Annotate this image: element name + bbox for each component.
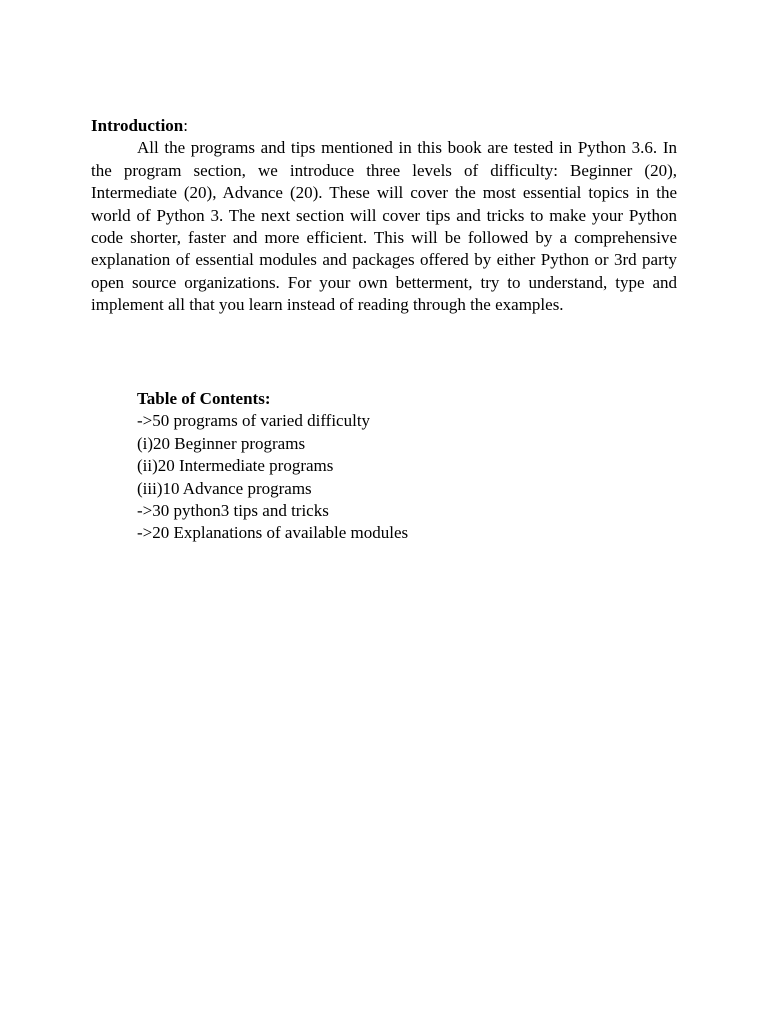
introduction-section xyxy=(91,115,677,317)
toc-item-modules: ->20 Explanations of available modules xyxy=(137,523,409,543)
toc-item-programs: ->50 programs of varied difficulty xyxy=(137,411,371,431)
toc-item-advance: (iii)10 Advance programs xyxy=(137,478,312,498)
introduction-heading-colon: : xyxy=(183,116,188,135)
table-of-contents-heading: Table of Contents: xyxy=(137,389,271,408)
table-of-contents xyxy=(137,388,408,545)
table-of-contents-list xyxy=(137,410,408,544)
toc-item-beginner: (i)20 Beginner programs xyxy=(137,433,306,453)
introduction-heading-line xyxy=(91,115,677,137)
introduction-heading: Introduction xyxy=(91,116,184,135)
toc-item-intermediate: (ii)20 Intermediate programs xyxy=(137,456,334,476)
introduction-paragraph: All the programs and tips mentioned in this book are tested in Python 3.6. In the program section, we introduce three levels of difficulty: Beginner (20), Intermediate (20), Advance (20). These will cover the most essential topics in the world of Python 3. The next section will cover tips and tricks to make your Python code shorter, faster and more efficient. This will be followed by a comprehensive explanation of essential modules and packages offered by either Python or 3rd party open source organizations. For your own betterment, try to understand, type and implement all that you learn instead of reading through the examples. xyxy=(91,138,677,315)
toc-item-tips: ->30 python3 tips and tricks xyxy=(137,501,329,521)
